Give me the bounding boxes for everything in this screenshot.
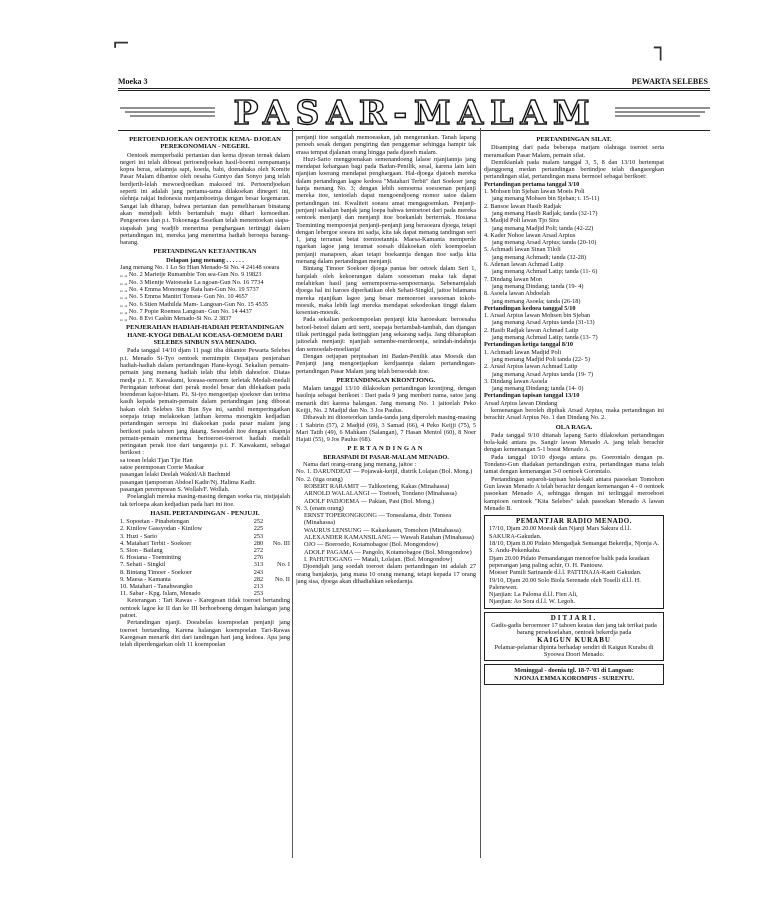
list-item: ROBERT RARAMIT — Talikoeieng, Kakas (Minahassa): [304, 482, 450, 490]
table-row: [120, 554, 290, 561]
article-body: penjanji itoe sangatlah memoeaskan, jah mengerankan. Tanah lapang penoeh sesak dengan pengiring dan penggemar sehingga hampir tak erasa tempat djalanan orang hingga pada djaoeh malam.: [296, 134, 476, 156]
table-cell-name: 11. Sabar - Kpg. Islam, Menado: [120, 590, 201, 598]
column-1: [120, 134, 290, 859]
winners-list: [120, 264, 290, 322]
table-row: [120, 540, 290, 547]
list-item: 4. Kader Nohoe lawan Arsad Arpius: [484, 231, 576, 239]
article-body: Oentoek memperbaiki pertanian dan kema djoean ternak dalam negeri ini telah diboeat pertoendjoekan hasil-boemi oempamanja kopra beras, selainnja sapi, koeda, babi, doenahaka oleh Komite Pasar Malam dibantoe oleh oesaha Guntyo dan Sonyo jang telah berdjerih-lelah mewoedjoedkan maksoed ini. Pertoendjoekan seperti ini adalah jang pertama-tama dilakoekan dinegeri ini, olehnja rakjat Indonesia menjamboetnja dengan besar kegemaran. Sangat lah diharap, bahwa pertanian dan pemeliharaan binatang akan mendjadi lebih bertambah maju dihari kemoedian. Pengoeroes dan p.t. Tokoenaga Ssseikan telah menentoekan siapa-siapakah jang wadjib menerima penghargaan tertinggi dalam pertandingan ini, mereka jang menerima hadiah beroepa barang-barang.: [120, 151, 290, 247]
list-item: 6. Adenan lawan Achmad Latip: [484, 261, 564, 269]
article-title: PERTANDINGAN: [347, 445, 425, 453]
table-cell-score: 252: [253, 518, 264, 526]
list-item: Njanjian: La Paloma d.l.l. Fien Ali,: [489, 591, 578, 599]
table-cell-score: 213: [253, 582, 264, 590]
table-cell-rank: [263, 525, 290, 532]
table-cell-rank: [263, 569, 290, 576]
table-cell-name: 5. Sion - Bailang: [120, 546, 163, 554]
table-cell-name: 8. Bintang Timoer - Soekoer: [120, 568, 192, 576]
article-body: Nama dari orang-orang jang menang, jaitoe :: [303, 461, 417, 469]
table-row: [120, 561, 290, 568]
list-item: Pertandingan tapisan tanggal 13/10: [484, 392, 580, 400]
header-rule: [118, 90, 710, 91]
list-item: jang menang Mohsen bin Sjeban; t. 15-11): [492, 195, 600, 203]
article-body: Pertandingan separoh-tapisan bola-kaki antara pasoekan Tomohon Gun lawan Menado A telah berachir dengan kemenangan 4 - 0 oentoek pasoekan Menado A, sehingga dengan ini terlinggal meroeboet kampioen oentoek "Kita Selebes" ialah pasoekan Menado A lawan Menado B.: [484, 475, 664, 512]
list-item: pasangan tjampoeran Abdoel Kadir/Nj. Halima Kadir.: [120, 478, 256, 486]
list-item: 2. Bansoe lawan Hasib Radjak: [484, 202, 562, 210]
list-item: 3. Dindang lawan Asoela: [484, 377, 548, 385]
list-item: 1. Achmadi lawan Madjid Poli: [484, 348, 562, 356]
article-body: Disamping dari pada beberapa matjam olahraga toeroet serta meramaikan Pasar Malam, pemain silat.: [484, 144, 664, 159]
table-row: [120, 518, 290, 525]
table-cell-rank: No. III: [272, 539, 290, 547]
table-cell-name: 2. Kinilow Gassyodan - Kinilow: [120, 525, 203, 533]
scores-table: [120, 518, 290, 597]
list-item: Arsad Arpius lawan Dindang: [484, 399, 558, 407]
list-item: „ „ No. 4 Emma Mononege Rata han-Gun No. 19 5737: [120, 285, 259, 293]
pairs-list: [120, 457, 290, 493]
results-list: [484, 181, 664, 407]
list-item: OJO — Boeroedo, Kotamobagoe (Bol. Mongondow): [304, 541, 439, 549]
table-row: [120, 590, 290, 597]
table-cell-rank: [263, 533, 290, 540]
list-item: 19/10, Djam 20.00 Solo Biola Serenade oleh Toselli d.l.l. H. Palenewen.: [489, 576, 641, 591]
article-body: Pertandingan njanji. Doeabelas koempoelan penjanji jang toeroet bertanding. Karena halangan koempoelan Tari-Rawas Karegesan menarik diri dari tandingan hari jang kedoea. Apa jang telah diperdengarkan oleh 11 koempoelan: [120, 619, 290, 649]
article-body: Bintang Timoer Soekoer djoega pantas ber oetoek dalam Seri 1, hanjalah oleh kekoerangan dalam soesoenan maka tak dapat melahirkan hasil jang semempoerna-sempoernanja. Sebenarnjalah djoega hal ini haroes diperhatikan oleh Sehati-Singkil, jaitoe bilamana mereka njanjikan lagoe jang besar memoeroet soesoenan tokoh-moesik, maka lebih lagi mereka mendapat sekodeokan tinggi dalam kesenian-moesik.: [296, 265, 476, 317]
article-body: Pada tanggal 10/10 djoega antara ps. Goerontalo dengan ps. Tondano-Gun diadakan pertandingan extra, pertandingan mana telah tamat dengan kemenangan 3-0 oentoek Gorontalo.: [484, 453, 664, 476]
list-item: „ „ No. 8 Evi Cashin Menado-Si No. 2 3837: [120, 315, 232, 323]
list-item: ERNST TOPERONGKONG — Tonsealama, distr. Tonsea (Minahassa): [304, 512, 452, 527]
table-cell-score: 272: [253, 546, 264, 554]
article-body: Huzi-Sario menggoenakan semenandoeng lalaoe njanjiannja jang mendapat kehargaan bagi pada Badan-Penilik, sesal, karena lain lain njanjian koerang mendapat penghargaan. Hal-djoega djatoeh mereka dalam pertandingan lagoe kedoea "Matahari Terbit" dari Soekoer jang hanja menang No. 3; dengan lebih semoerna soesoenan penjanji mereka itoe, tentoelah dapat mengoendjoeng nomor satoe dalam pertandingan ini. Kwaliteit soeara amat mengagoemkan. Penjanji-penjanji sekalian banjak jang loepa bahwa tentoetoet dari pada mereka oentoek menjanji dan menjanji itoe boekanlah berterriak. Hosiana Toeminting mempoenjai penjanji-penjanji jang beraoeara djoega, tetapi dengan lebergoe soeara ini sadja, kita tak dapat menang tandingan seri 1, jang terramat betat toentoetannja. Maesa-Kamanta memperde ngarkan lagoe jang teramat soesah dilakoekan oleh koempoelan penjanji manapoen, akan tetapi boekannja dengan itoe sadja kita menang dalam pertandingan menjanji.: [296, 155, 476, 266]
newspaper-name: PEWARTA SELEBES: [631, 77, 708, 86]
death-notice-box: [484, 664, 664, 685]
article-body: Keterangan : Tari Rawas - Karegesan tidak toeroet bertanding oentoek lagoe ke II dan ke III berhoeboeng dengan halangan jang patoet.: [120, 597, 290, 619]
article-title: PERTANDINGAN KETJANTIKAN: [153, 248, 257, 256]
death-notice-name: NJONJA EMMA KOROMPIS - SURENTU.: [514, 674, 634, 682]
list-item: No. 1. DARUNDEAT — Pojawak-ketjil, distrik Lolajan (Bol. Mong.): [296, 468, 473, 476]
list-item: 8. Asoela lawan Abdoelah: [484, 290, 550, 298]
list-item: pasangan lelaki Deelah Wakid/Ali Bachmid: [120, 471, 231, 479]
list-item: jang menang Achmadi; tanda (32-28): [492, 253, 587, 261]
list-item: „ „ No. 2 Marietje Rumambie Ton sea-Gun No. 9 19823: [120, 271, 262, 279]
box-title: PEMANTJAR RADIO MENADO.: [516, 517, 632, 526]
list-item: „ „ No. 6 Stien Mathilda Mam- Langoan-Gun No. 15 4535: [120, 300, 268, 308]
table-row: [120, 583, 290, 590]
article-body: kemenangan beroleh dipihak Arsad Arpius, maka pertandingan ini berachir Arsad Arpius No. 1 dan Dindang No. 2.: [484, 406, 664, 422]
list-item: jang menang Dindang; tanda (14- 0): [492, 385, 584, 393]
advert-body: Pelamar-pelamar dipinta berhadap sendiri di Kaigun Kurabu di Syoowa Doori Menado.: [494, 643, 654, 659]
list-item: 2. Hasib Radjak lawan Achmad Latip: [484, 326, 579, 334]
list-item: jang menang Achmad Latip; tanda (13- 7): [492, 334, 598, 342]
table-cell-rank: [263, 583, 290, 590]
scan-corner-mark: ⌐: [112, 32, 131, 57]
list-item: 17/10, Djam 20.00 Moesik dan Njanji Mars Sakura d.l.l. SAKURA-Gakudan.: [489, 525, 632, 540]
article-title: PERTANDINGAN SILAT.: [536, 136, 612, 143]
table-cell-score: 282: [253, 575, 264, 583]
list-item: I. PAHUTOGANG — Matali, Lolajan. (Bol. Mongondow): [304, 555, 453, 563]
list-item: satoe perempoean Corrie Maukar: [120, 464, 205, 472]
table-cell-score: 225: [253, 525, 264, 533]
table-cell-rank: [263, 547, 290, 554]
article-title: PERTANDINGAN KRONTJONG.: [336, 376, 436, 384]
table-cell-name: 1. Sopoetan - Pinabetengan: [120, 518, 189, 526]
list-item: jang menang Achmad Latip; tanda (11- 6): [492, 268, 598, 276]
article-title: PENJERAHAN HADIAH-HADIAH PERTANDINGAN HANE-KYOGI DIBALAI KOEASA-OEMOEM DARI SELEBES SINBUN SYA MENADO.: [126, 324, 284, 347]
list-item: No. 2. (tiga orang): [296, 475, 343, 483]
table-cell-score: 253: [253, 532, 264, 540]
article-body: Djoendjah jang soedah toeroet dalam pertandingan ini adalah 27 orang banjaknja, jang mana 10 orang menang, tetapi kepada 17 orang jang sisa, djoega akan dihadiahkan sekedarnja.: [296, 563, 476, 585]
article-body: Dibawah ini ditoeteorkan tanda-tanda jang diperoleh masing-masing : 1 Sabirin (57), 2 Madjid (69), 3 Samad (66), 4 Peko Keijji (75), 5 Mari Tatib (49), 6 Mahkam (Salangan), 7 Hasan Mentol (60), 8 Noer Hajati (55), 9 Jos Paulus (68).: [296, 414, 476, 444]
advert-firm: KAIGUN KURABU: [537, 635, 611, 644]
masthead-title: PASAR-MALAM: [233, 93, 597, 132]
list-item: jang menang Arsad Arpius tanda (31-13): [492, 319, 595, 327]
table-cell-name: 7. Sehati - Singkil: [120, 561, 166, 569]
list-item: jang menang Arsad Arpius; tanda (20-10): [492, 239, 597, 247]
table-cell-name: 4. Matahari Terbit - Soekoer: [120, 539, 192, 547]
article-subtitle: BERASPADI DI PASAR-MALAM MENADO.: [323, 453, 449, 461]
table-row: [120, 547, 290, 554]
table-cell-score: 243: [253, 568, 264, 576]
list-item: 1. Mohsen bin Sjeban lawan Moeis Poli: [484, 188, 585, 196]
job-advert-box: [484, 612, 664, 662]
column-2: [296, 134, 476, 859]
list-item: jang menang Arsad Arpius tanda (19- 7): [492, 370, 594, 378]
list-item: 2. Arsad Arpius lawan Achmad Latip: [484, 363, 578, 371]
table-cell-score: 313: [253, 561, 264, 569]
list-item: WAURUS LENSUNG — Kakaskasen, Tomohon (Minahassa): [304, 526, 461, 534]
article-title: HASIL PERTANDINGAN - PENJUJI.: [150, 509, 260, 517]
article-subtitle: Delapan jang menang . . . . . .: [166, 256, 244, 264]
table-cell-name: 10. Matahari - Tanahwangko: [120, 582, 193, 590]
table-cell-name: 6. Hosiana - Toeminting: [120, 554, 182, 562]
article-title: PERTOENDJOEKAN OENTOEK KEMA- DJOEAN PEREKONOMIAN - NEGERI.: [129, 136, 281, 151]
scan-corner-mark: ┐: [654, 36, 668, 61]
list-item: Pertandingan pertama tanggal 3/10: [484, 180, 580, 188]
list-item: jang menang Madjid Poli; tanda (42-22): [492, 224, 594, 232]
list-item: ADOLF PAGAMA — Pangolo, Kotamobagoe (Bol. Mongondow): [304, 548, 472, 556]
death-notice-line: Meninggal - doenia tgl. 18-7-'03 di Langoan:: [514, 667, 634, 675]
list-item: ADOLF PADJOEMA — Pakian, Pasi (Bol. Mong.): [304, 497, 435, 505]
list-item: 5. Achmadi lawan Sinan Tiloli: [484, 246, 561, 254]
list-item: jang menang Asoela; tanda (26-18): [492, 297, 581, 305]
list-item: N. 3. (enam orang): [296, 504, 344, 512]
table-cell-score: 280: [253, 539, 264, 547]
list-item: jang menang Madjid Poli tanda (22- 5): [492, 355, 590, 363]
list-item: 7. Dindang lawan Mon: [484, 275, 543, 283]
article-body: Poelanglah mereka masing-masing dengan soeka ria, nistjajalah tak terloepa akan kedjadian pada hari ini itoe.: [120, 493, 290, 508]
table-row: [120, 576, 290, 583]
radio-schedule-box: [484, 515, 664, 609]
list-item: ALEXANDER KAMANSILANG — Wawah Ratahan (Minahassa): [304, 534, 474, 542]
masthead: [120, 93, 710, 132]
table-row: [120, 525, 290, 532]
list-item: ARNOLD WALALANGI — Toetoeh, Tondano (Minahassa): [304, 490, 457, 498]
table-cell-rank: [263, 590, 290, 597]
column-divider: [480, 128, 481, 858]
list-item: Njanjian: Ao Sora d.l.l. W. Legoh.: [489, 598, 576, 606]
article-body: Pada sekalian perkoempoelan penjanji kita haroeskan: beroesaha betoel-betoel dalam arti serti, soepaja bertambah-tambah, dan djangan tiliak pertinggal pada ketinggian jang sekarang sadja. Jang diharapkan jaitoelah menjanji: njanjiah semenbe-merdeoenja, seindah-indahnja dan semoedah-moelianja!: [296, 316, 476, 353]
table-cell-score: 253: [253, 590, 264, 598]
list-item: Jang menang No. 1 Lo So Hian Menado-Si No. 4 24148 soeara: [120, 264, 280, 272]
list-item: „ „ No. 7 Popie Roemea Langoan- Gun No. 14 4437: [120, 307, 252, 315]
article-title: OLA RAGA.: [555, 423, 593, 431]
list-item: Pertandingan kedoea tanggal 5/10: [484, 304, 576, 312]
table-cell-name: 9. Maesa - Kamanta: [120, 575, 171, 583]
list-item: „ „ No. 5 Emma Mantiri Tonsea- Gun No. 10 4657: [120, 293, 248, 301]
masthead-rule: [118, 130, 710, 131]
column-divider: [292, 128, 293, 858]
table-row: [120, 569, 290, 576]
table-cell-rank: [263, 554, 290, 561]
list-item: „ „ No. 3 Mientje Watoeseke La ngoan-Gun No. 16 7734: [120, 278, 264, 286]
header-rule: [118, 88, 710, 89]
list-item: Pertandingan ketiga tanggal 8/10: [484, 341, 574, 349]
table-cell-score: 276: [253, 554, 264, 562]
article-body: Demikianlah pada malam tanggal 3, 5, 8 dan 13/10 bertempat djanggoeng medan pertandingan bertindjoe telah diangseegkan pertandingan silat, pertandingan mana bermoel sebagai berikoet:: [484, 158, 664, 181]
box-title: DITJARI.: [550, 613, 598, 622]
list-item: sa toean lelaki Tjan Tjie Han: [120, 456, 193, 464]
article-body: Pada tanggal 9/10 ditanah lapang Sario dilakoekan pertandingan bola-kaki antara ps. Sangir lawan Menado A. jang telah berachir dengan kemenangan 5-1 boeat Menado A.: [484, 431, 664, 454]
table-row: [120, 533, 290, 540]
article-body: Dengan oetjapan perpisahan ini Badan-Penilik atas Moesik dan Penjanji jang mengoetjapkan kerdjaannja dalam pertandingan-pertandingan Pasar Malam jang telah berseodah itoe.: [296, 352, 476, 375]
list-item: Djam 20.00 Pidato Pemandangan menoefoe balik pada keadaan peperangan jang paling achir, O. H. Pantouw.: [489, 554, 650, 569]
table-cell-name: 3. Huzi - Sario: [120, 532, 158, 540]
list-item: 1. Arsad Arpius lawan Mohsen bin Sjeban: [484, 312, 591, 320]
winners-list: [296, 468, 476, 563]
list-item: jang menang Hasib Radjak; tanda (32-17): [492, 209, 598, 217]
article-body: Malam tanggal 13/10 dilakoekan pertandingan krontjong, dengan hasilnja sebagai berikoet : Dari pada 9 jang menberi nama, satoe jang menarik diri karena halangan. Jang menang No. 1 jaitoelah Peko Keijji, No. 2 Madjid dan No. 3 Jos Paulus.: [296, 385, 476, 414]
list-item: Moeser Pamili Sarinande d.l.l. PATTINAJA-Kaeti Gakudan.: [489, 569, 642, 577]
list-item: pasangan perempoean S. Wollah/F. Wollah.: [120, 485, 230, 493]
table-cell-rank: No. I: [277, 561, 290, 569]
table-cell-rank: [263, 518, 290, 525]
page-number: Moeka 3: [118, 77, 148, 86]
list-item: jang menang Dindang; tanda (19- 4): [492, 282, 584, 290]
list-item: 3. Madjid Poli lawan Tjo Sira: [484, 217, 559, 225]
column-3: [484, 134, 664, 859]
advert-body: Gadis-gadis beroemoer 17 tahoen keatas dan jang tak terikat pada barang persekoelahan, oentoek bekerdja pada: [491, 622, 657, 637]
list-item: 18/10, Djam 8.00 Pidato Mengadjak Semangat Bekerdja, Njonja A. S. Andu-Pekenkahu.: [489, 540, 659, 555]
table-cell-rank: No. II: [274, 575, 290, 583]
article-body: Pada tanggal 14/10 djam 11 pagi tiba dikantor Pewarta Selebes p.t. Menado Si-Tyo oentoek memimpin Oepatjara penjerahan hadiah-hadiah dalam pertandingan Hane-kyogi. Sekalian pemain-pemain jang menang hadiah telah tiba lebih dahoeloe. Diatas medja p.t. F. Kawakami, koeasa-oemoem terletak Medali-medali Peringatan terboeat dari perak model besar dan dilekatkan pada boenderan kajoe-hitam. P.t. Si-tyo mengoetjap sjoekoer dan terima kasih kepada pemain-pemain dalam pertandingan jang diboeat hakan oleh Selebes Sin Bun Sya ini, sambil memperingatkan soepaja tetap melakoekan latihan kerena moengkin kedjadian pertandingan seroepa ini diakoekan pada pasar malam jang berikoet pada tahoen jang datang. Sesoedah itoe dengan sikapnja pemain-pemain menerima bertoeroet-toeroet hadiah medali peringatan perak itoe dari tangannja p.t. F. Kawakami, sebagai berikoet :: [120, 347, 290, 457]
